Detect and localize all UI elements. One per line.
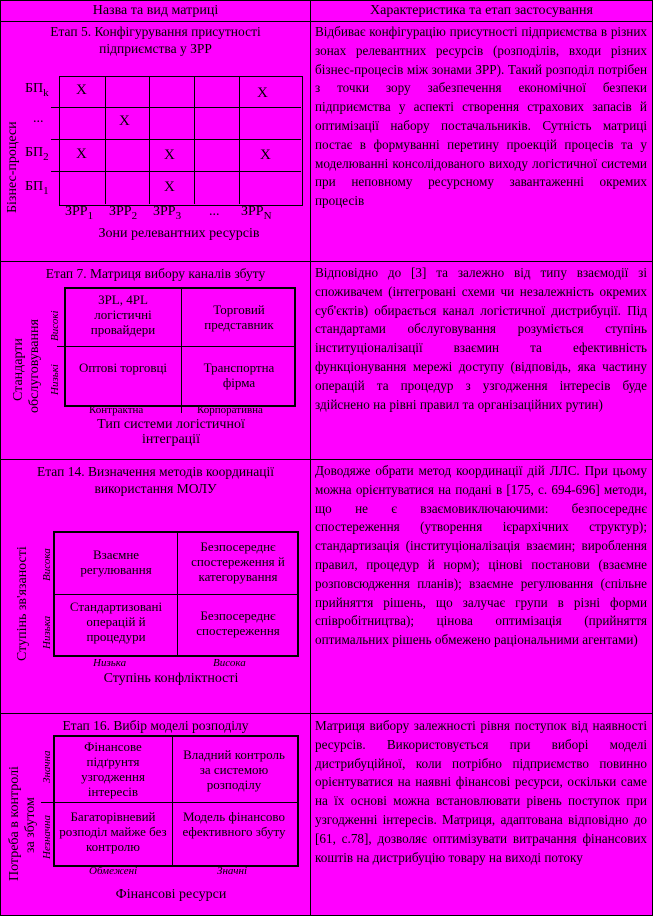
matrix-mark: X	[119, 113, 130, 129]
column-divider	[310, 1, 311, 915]
header-divider	[1, 21, 652, 22]
grid-line	[105, 76, 106, 204]
column-label: ...	[209, 204, 220, 219]
header-left: Назва та вид матриці	[92, 3, 219, 18]
matrix-mark: X	[164, 179, 175, 195]
stage-title: Етап 7. Матриця вибору каналів збуту	[45, 266, 266, 281]
stage-title: Етап 16. Вибір моделі розподілу	[62, 718, 249, 733]
x-axis-low: Низька	[93, 657, 127, 669]
grid-line	[41, 802, 297, 803]
grid-line	[181, 289, 182, 413]
y-axis-label: за збутом	[23, 797, 38, 853]
header-right: Характеристика та етап застосування	[370, 3, 593, 18]
matrix-cell: Взаємне регулювання	[80, 547, 152, 577]
stage-description: Доводяже обрати метод координації дій ЛЛС. При цьому можна орієнтуватися на подані в [175, с. 694-696] методи, що не є взаємовиключаючими: безпосереднє спостереження (утворення ієрархічних структур); стандартизація (інституціоналізація взаємин; вироблення правил, процедур й норм); цінові постанови (взаємне розповсюдження планів); взаємне регулювання (спільне прийняття рішень, що залучає групи в різні форми співробітництва); цінова оптимізація (прийняття оптимальних рішень обмежено раціональними агентами)	[315, 463, 647, 648]
y-axis-low: Низькі	[49, 364, 61, 395]
stage-description: Матриця вибору залежності рівня поступок від наявності ресурсів. Використовується при виборі моделі дистрибуційної, коли потрібно підприємство повинно орієнтуватися на наявні фінансові ресурси, оскільки саме на їх основі можна встановлювати рівень поступок при узгодженні інтересів. Матриця, адаптована відповідно до [61, с.78], дозволяє оптимізувати витрачання фінансових коштів на дистрибуцію товару на виході потоку	[315, 718, 647, 865]
column-label: $ЗРР_1$	[65, 204, 94, 222]
x-axis-high: Значні	[217, 865, 248, 877]
x-axis-low: Обмежені	[89, 865, 138, 877]
grid-line	[51, 171, 301, 172]
x-axis-label: Тип системи логістичної	[97, 417, 245, 432]
x-axis-left: Контрактна	[89, 404, 144, 416]
matrix-cell: Модель фінансово ефективного збуту	[182, 809, 286, 839]
grid-line	[57, 346, 294, 347]
matrix-cell: 3PL, 4PL логістичні провайдери	[90, 292, 156, 337]
y-axis-high: Високі	[49, 310, 61, 341]
matrix-cell: Багаторівневий розподіл майже без контролю	[59, 809, 167, 854]
y-axis-high: Значна	[41, 750, 53, 783]
y-axis-label: Бізнес-процеси	[5, 121, 20, 213]
x-axis-label: Зони релевантних ресурсів	[98, 226, 260, 241]
grid-line	[53, 594, 297, 595]
row-label: $БП_1$	[25, 179, 49, 197]
row-label: $БП_2$	[25, 145, 49, 163]
grid-line	[51, 107, 301, 108]
grid-line	[177, 533, 178, 657]
stage-title: Етап 14. Визначення методів координації використання МОЛУ	[37, 464, 274, 496]
grid-line	[239, 76, 240, 204]
stage-description: Відбиває конфігурацію присутності підприємства в різних зонах релевантних ресурсів (розподілів, входи різних бізнес-процесів між зонами ЗРР). Такий розподіл потрібен з точки зору забезпечення економічної безпеки підприємства у аспекті створення страхових запасів й оптимізації набору постачальників. Сутність матриці постає в формуванні перетину проекцій процесів та у моделюванні консолідованого виходу логістичної системи при неповному ресурсному завантаженні окремих процесів	[315, 24, 647, 209]
row-divider	[1, 459, 652, 460]
matrix-mark: X	[164, 147, 175, 163]
y-axis-high: Висока	[41, 548, 53, 581]
matrix-cell: Оптові торговці	[78, 360, 168, 375]
y-axis-low: Незначна	[41, 815, 53, 859]
column-label: $ЗРР_N$	[241, 204, 272, 222]
stage-description: Відповідно до [3] та залежно від типу взаємодії зі споживачем (інтегровані схеми чи незалежність окремих суб'єктів) обирається канал логістичної дистрибуції. Під стандартами обслуговування розуміється ступінь інституціоналізації взаємин та ефективність функціонування мережі доступу (відповідь, яка частину операцій та процедур з узгодження інтересів буде здійснено на рівні правил та організаційних рутин)	[315, 265, 647, 412]
grid-line	[51, 139, 301, 140]
matrix-cell: Транспортна фірма	[203, 360, 275, 390]
matrix-mark: X	[76, 82, 87, 98]
row-divider	[1, 713, 652, 714]
matrix-cell: Владний контроль за системою розподілу	[183, 747, 285, 792]
x-axis-label: Ступінь конфліктності	[103, 671, 239, 686]
y-axis-label: обслуговування	[27, 319, 42, 413]
matrix-mark: X	[76, 146, 87, 162]
y-axis-label: Потреба в контролі	[7, 766, 22, 881]
matrix-cell: Стандартизовані операцій й процедури	[69, 599, 163, 644]
grid-line	[194, 76, 195, 204]
row-label: $БП_k$	[25, 81, 49, 99]
y-axis-label: Ступінь зв'язаності	[15, 546, 30, 661]
row-label: ...	[33, 111, 44, 126]
grid-line	[149, 76, 150, 204]
y-axis-label: Стандарти	[11, 338, 26, 401]
grid-line	[172, 737, 173, 865]
x-axis-label: інтеграції	[142, 432, 200, 447]
column-label: $ЗРР_3$	[153, 204, 182, 222]
column-label: $ЗРР_2$	[109, 204, 138, 222]
row-divider	[1, 261, 652, 262]
y-axis-low: Низька	[41, 615, 53, 649]
matrix-cell: Безпосереднє спостереження й категорування	[191, 539, 285, 584]
matrix-cell: Торговий представник	[204, 302, 274, 332]
matrix-cell: Безпосереднє спостереження	[196, 608, 280, 638]
x-axis-high: Висока	[213, 657, 246, 669]
matrix-mark: X	[257, 85, 268, 101]
matrix-mark: X	[260, 147, 271, 163]
x-axis-label: Фінансові ресурси	[115, 887, 227, 902]
x-axis-right: Корпоративна	[197, 404, 263, 416]
matrix-cell: Фінансове підґрунтя узгодження інтересів	[81, 739, 145, 799]
stage-title: Етап 5. Конфігурування присутності підприємства у ЗРР	[50, 24, 261, 56]
